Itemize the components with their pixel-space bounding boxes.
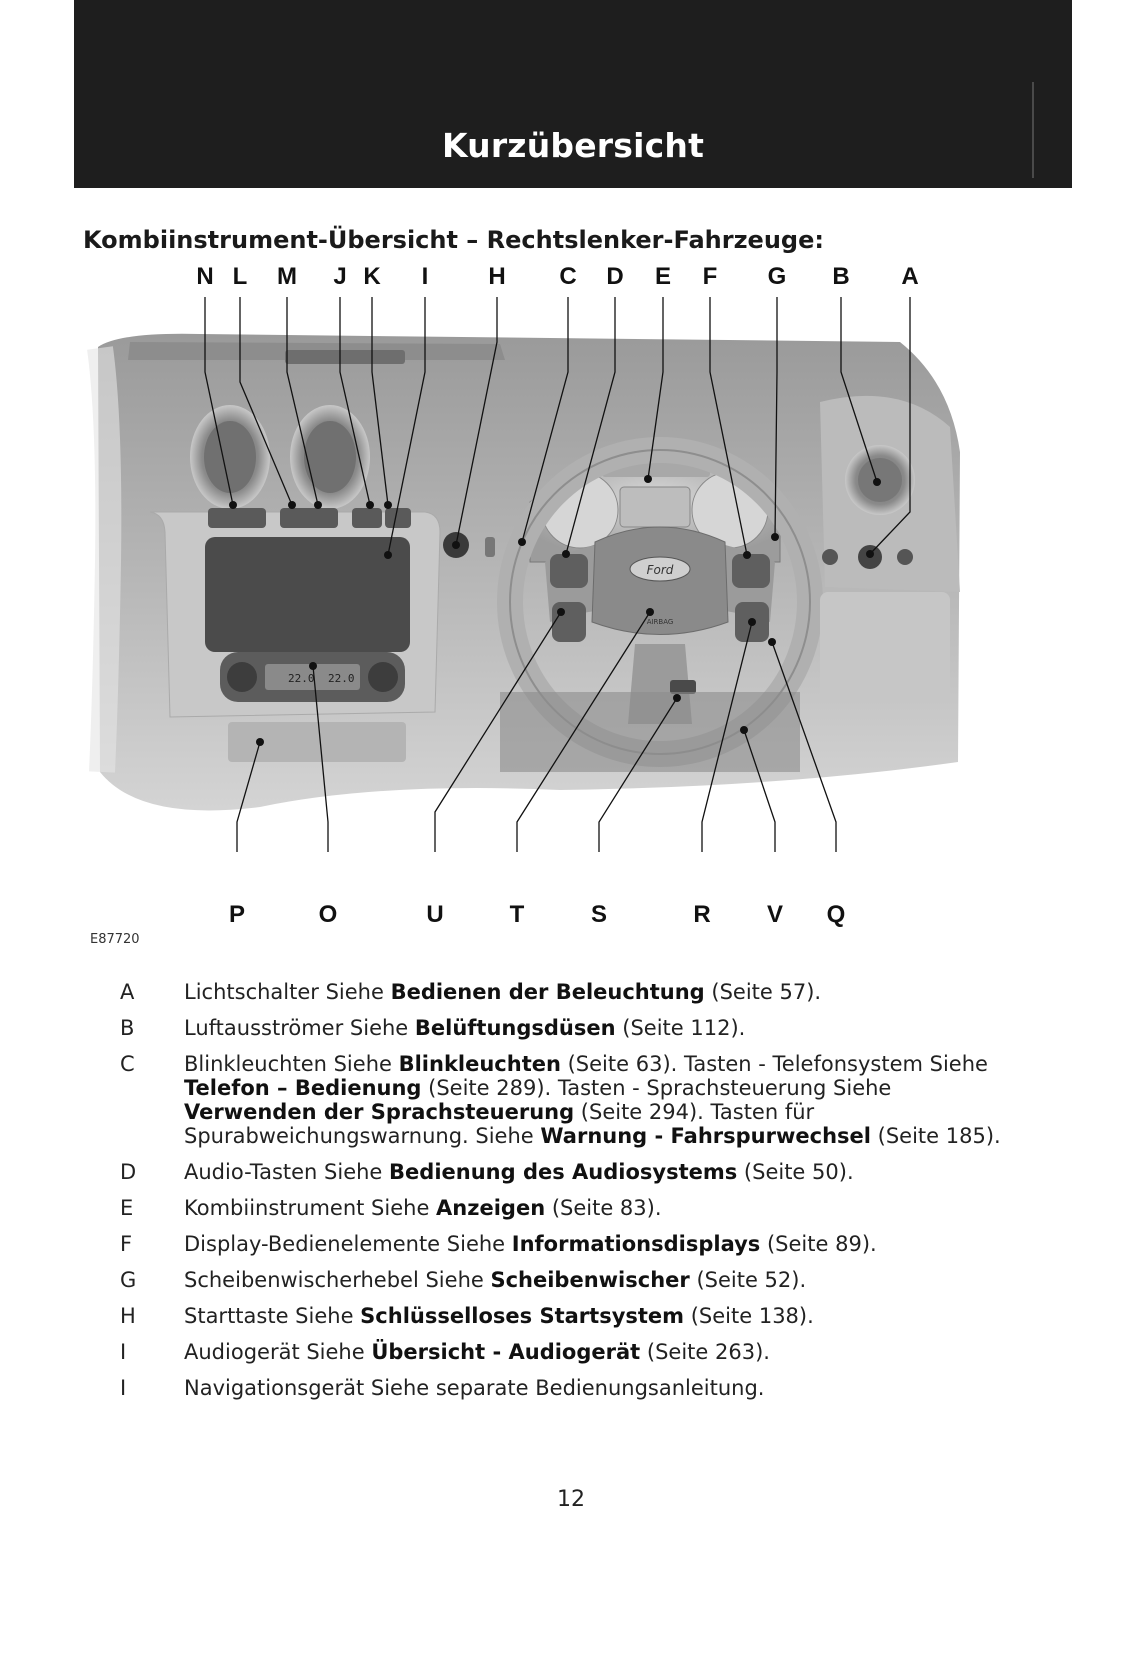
legend-key: A bbox=[120, 980, 135, 1004]
legend-reference: Verwenden der Sprachsteuerung bbox=[184, 1100, 575, 1124]
legend-description: Audiogerät Siehe Übersicht - Audiogerät (Seite 263). bbox=[184, 1340, 770, 1364]
callout-label-g: G bbox=[767, 263, 787, 290]
legend-reference: Warnung - Fahrspurwechsel bbox=[540, 1124, 871, 1148]
legend-key: G bbox=[120, 1268, 137, 1292]
legend-key: I bbox=[120, 1376, 127, 1400]
callout-label-c: C bbox=[559, 263, 577, 290]
page-title: Kurzübersicht bbox=[441, 126, 705, 165]
legend-key: C bbox=[120, 1052, 135, 1076]
legend-item bbox=[120, 1160, 1030, 1184]
navigation-screen bbox=[205, 537, 410, 652]
callout-label-l: L bbox=[232, 263, 248, 290]
callout-label-o: O bbox=[318, 901, 338, 928]
legend-description: Navigationsgerät Siehe separate Bedienungsanleitung. bbox=[184, 1376, 765, 1400]
callout-label-q: Q bbox=[826, 901, 846, 928]
dashboard-illustration bbox=[80, 262, 1040, 942]
page-header bbox=[74, 0, 1072, 188]
callout-label-k: K bbox=[363, 263, 381, 290]
legend-key: F bbox=[120, 1232, 133, 1256]
callout-label-e: E bbox=[654, 263, 672, 290]
callout-label-f: F bbox=[702, 263, 718, 290]
legend-description: Lichtschalter Siehe Bedienen der Beleuchtung (Seite 57). bbox=[184, 980, 822, 1004]
legend-reference: Belüftungsdüsen bbox=[414, 1016, 616, 1040]
ford-badge-text: Ford bbox=[646, 563, 674, 577]
page-number: 12 bbox=[557, 1487, 585, 1512]
legend-reference: Schlüsselloses Startsystem bbox=[360, 1304, 685, 1328]
legend-item bbox=[120, 1196, 1030, 1220]
legend-key: I bbox=[120, 1340, 127, 1364]
legend-key: E bbox=[120, 1196, 134, 1220]
steering-buttons-right bbox=[732, 554, 770, 588]
legend-key: H bbox=[120, 1304, 136, 1328]
callout-label-d: D bbox=[606, 263, 624, 290]
legend-description: Audio-Tasten Siehe Bedienung des Audiosystems (Seite 50). bbox=[184, 1160, 854, 1184]
airbag-label: AIRBAG bbox=[646, 618, 674, 626]
speaker-grille bbox=[285, 350, 405, 364]
legend-item bbox=[120, 1268, 1030, 1292]
legend-description: Luftausströmer Siehe Belüftungsdüsen (Seite 112). bbox=[184, 1016, 746, 1040]
legend-reference: Telefon – Bedienung bbox=[184, 1076, 422, 1100]
legend-description: Starttaste Siehe Schlüsselloses Startsystem (Seite 138). bbox=[184, 1304, 814, 1328]
climate-temp-left: 22.0 bbox=[288, 672, 315, 685]
legend-item bbox=[120, 1304, 1030, 1328]
callout-label-h: H bbox=[488, 263, 506, 290]
callout-label-v: V bbox=[766, 901, 784, 928]
callout-label-t: T bbox=[509, 901, 525, 928]
steering-buttons-left bbox=[550, 554, 588, 588]
callout-label-r: R bbox=[693, 901, 711, 928]
legend-list bbox=[120, 980, 1030, 1412]
legend-item bbox=[120, 1340, 1030, 1364]
legend-reference: Scheibenwischer bbox=[490, 1268, 690, 1292]
figure-id: E87720 bbox=[90, 932, 140, 947]
callout-label-j: J bbox=[333, 263, 347, 290]
legend-key: D bbox=[120, 1160, 137, 1184]
glove-box bbox=[820, 592, 950, 702]
climate-temp-right: 22.0 bbox=[328, 672, 355, 685]
center-button-row bbox=[208, 508, 411, 528]
callout-label-m: M bbox=[277, 263, 297, 290]
callout-label-u: U bbox=[426, 901, 444, 928]
callout-label-i: I bbox=[421, 263, 429, 290]
legend-key: B bbox=[120, 1016, 135, 1040]
storage-compartment bbox=[228, 722, 406, 762]
legend-description: Blinkleuchten Siehe Blinkleuchten (Seite 63). Tasten - Telefonsystem Siehe Telefon – Bedienung (Seite 289). Tasten - Sprachsteuerung Siehe Verwenden der Sprachsteuerung (Seite 294). Tasten für Spurabweichungswarnung. Siehe Warnung - Fahrspurwechsel (Seite 185). bbox=[184, 1052, 1001, 1148]
callout-label-b: B bbox=[832, 263, 850, 290]
legend-description: Display-Bedienelemente Siehe Informationsdisplays (Seite 89). bbox=[184, 1232, 877, 1256]
legend-reference: Bedienen der Beleuchtung bbox=[390, 980, 705, 1004]
legend-reference: Blinkleuchten bbox=[398, 1052, 561, 1076]
legend-item bbox=[120, 1016, 1030, 1040]
callout-label-a: A bbox=[901, 263, 919, 290]
legend-reference: Anzeigen bbox=[436, 1196, 546, 1220]
legend-reference: Bedienung des Audiosystems bbox=[389, 1160, 738, 1184]
legend-item bbox=[120, 980, 1030, 1004]
legend-reference: Informationsdisplays bbox=[511, 1232, 761, 1256]
legend-item bbox=[120, 1052, 1030, 1148]
legend-description: Scheibenwischerhebel Siehe Scheibenwischer (Seite 52). bbox=[184, 1268, 807, 1292]
callout-label-p: P bbox=[228, 901, 246, 928]
legend-item bbox=[120, 1232, 1030, 1256]
section-title: Kombiinstrument-Übersicht – Rechtslenker-Fahrzeuge: bbox=[83, 226, 824, 254]
legend-description: Kombiinstrument Siehe Anzeigen (Seite 83). bbox=[184, 1196, 662, 1220]
legend-item bbox=[120, 1376, 1030, 1400]
callout-label-s: S bbox=[590, 901, 608, 928]
callout-label-n: N bbox=[196, 263, 214, 290]
legend-reference: Übersicht - Audiogerät bbox=[371, 1340, 641, 1364]
